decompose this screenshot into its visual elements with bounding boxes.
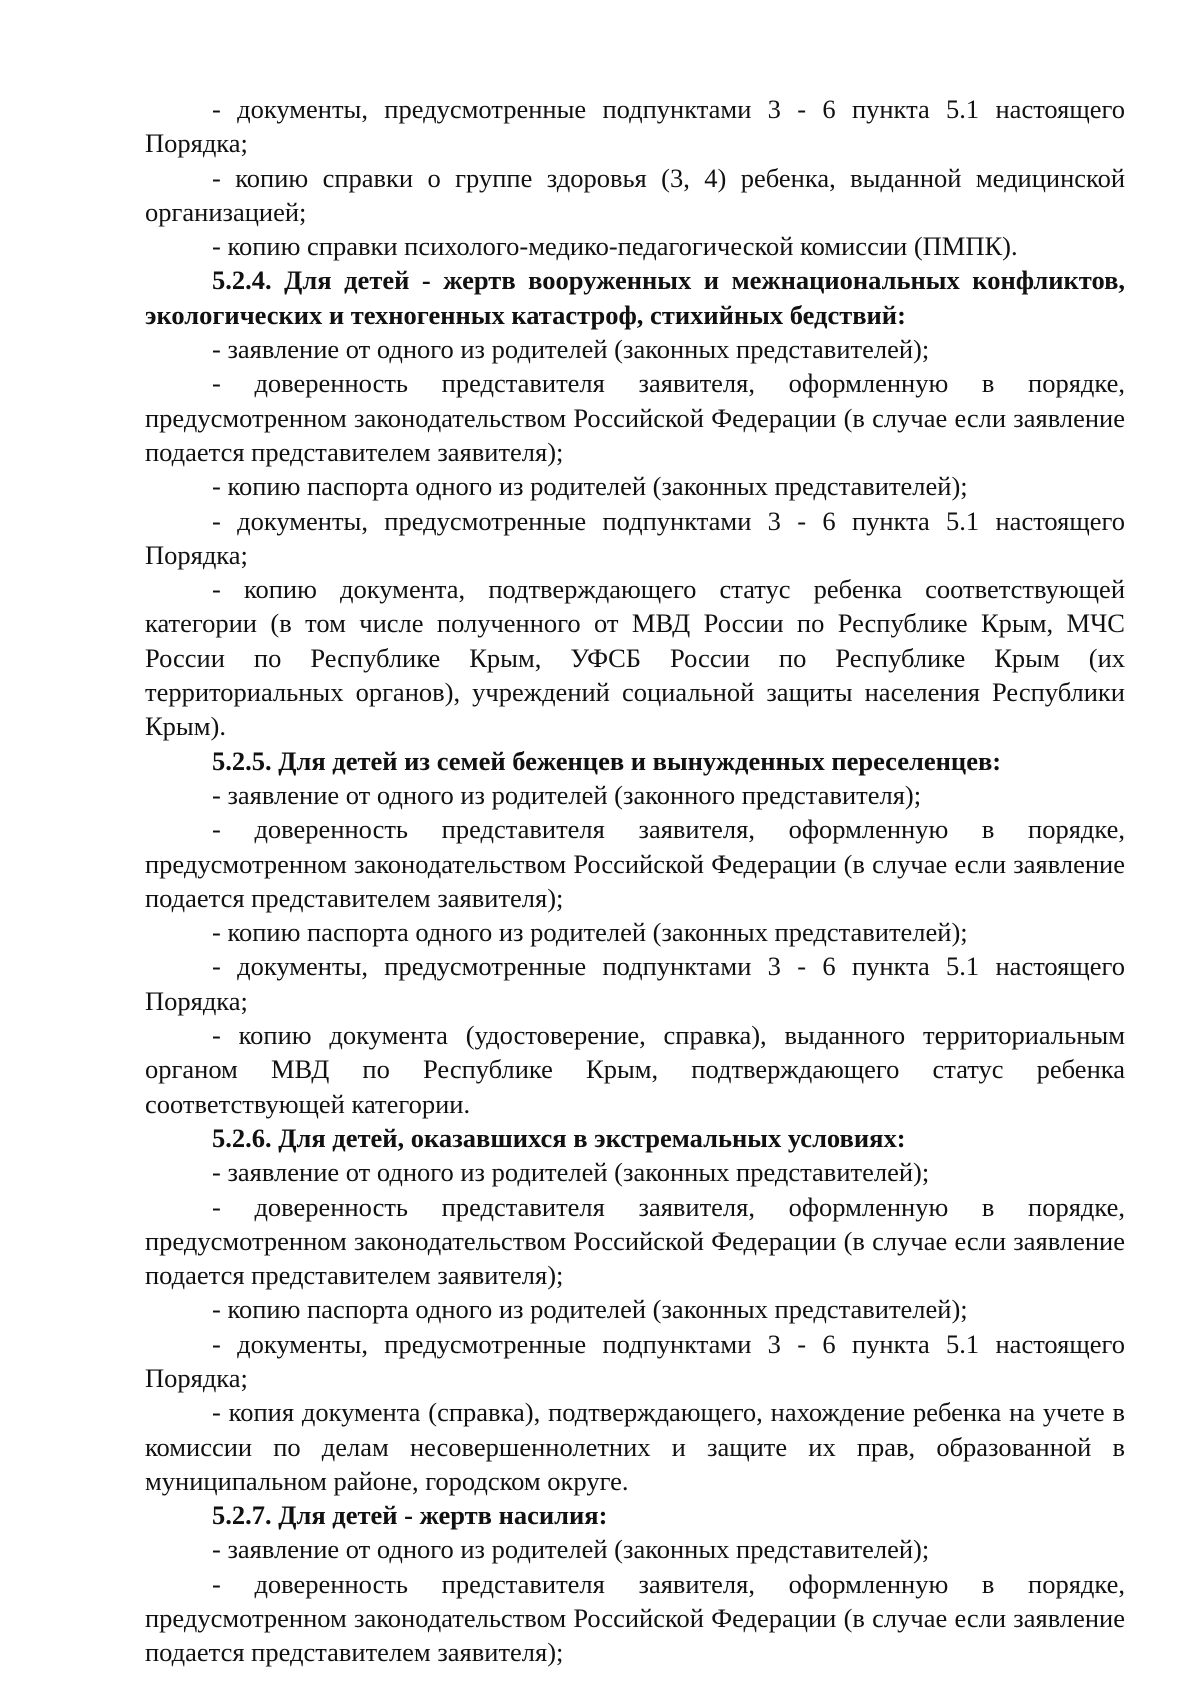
list-item: - копию паспорта одного из родителей (законных представителей); [212,471,968,502]
list-item: - заявление от одного из родителей (законных представителей); [212,334,930,365]
list-item: - заявление от одного из родителей (законного представителя); [212,779,922,810]
list-item: - документы, предусмотренные подпунктами 3 - 6 пункта 5.1 настоящего Порядка; [145,1328,1125,1393]
list-item: - копия документа (справка), подтверждающего, нахождение ребенка на учете в комиссии по делам несовершеннолетних и защите их прав, образованной в муниципальном районе, городском округе. [145,1397,1125,1496]
list-item: - заявление от одного из родителей (законных представителей); [212,1534,930,1565]
list-item: - доверенность представителя заявителя, оформленную в порядке, предусмотренном законодательством Российской Федерации (в случае если заявление подается представителем заявителя); [145,1191,1125,1291]
list-item: - доверенность представителя заявителя, оформленную в порядке, предусмотренном законодательством Российской Федерации (в случае если заявление подается представителем заявителя); [145,368,1125,467]
list-item: - копию паспорта одного из родителей (законных представителей); [212,917,968,948]
section-heading-5-2-5: 5.2.5. Для детей из семей беженцев и вынужденных переселенцев: [212,745,1002,776]
list-item: - копию документа, подтверждающего статус ребенка соответствующей категории (в том числе полученного от МВД России по Республике Крым, МЧС России по Республике Крым, УФСБ России по Республике Крым (их территориальных органов), учреждений социальной защиты населения Республики Крым). [145,574,1125,742]
list-item: - документы, предусмотренные подпунктами 3 - 6 пункта 5.1 настоящего Порядка; [145,94,1125,159]
list-item: - копию документа (удостоверение, справка), выданного территориальным органом МВД по Республике Крым, подтверждающего статус ребенка соответствующей категории. [145,1020,1125,1119]
list-item: - доверенность представителя заявителя, оформленную в порядке, предусмотренном законодательством Российской Федерации (в случае если заявление подается представителем заявителя); [145,1568,1125,1668]
list-item: - копию справки о группе здоровья (3, 4) ребенка, выданной медицинской организацией; [145,162,1125,227]
list-item: - копию справки психолого-медико-педагогической комиссии (ПМПК). [212,231,1018,262]
list-item: - заявление от одного из родителей (законных представителей); [212,1157,930,1188]
section-heading-5-2-7: 5.2.7. Для детей - жертв насилия: [212,1500,608,1531]
list-item: - документы, предусмотренные подпунктами 3 - 6 пункта 5.1 настоящего Порядка; [145,505,1125,570]
list-item: - копию паспорта одного из родителей (законных представителей); [212,1294,968,1325]
document-page [145,92,1125,1670]
section-heading-5-2-4: 5.2.4. Для детей - жертв вооруженных и межнациональных конфликтов, экологических и техногенных катастроф, стихийных бедствий: [145,265,1125,330]
section-heading-5-2-6: 5.2.6. Для детей, оказавшихся в экстремальных условиях: [212,1122,906,1153]
list-item: - доверенность представителя заявителя, оформленную в порядке, предусмотренном законодательством Российской Федерации (в случае если заявление подается представителем заявителя); [145,814,1125,913]
list-item: - документы, предусмотренные подпунктами 3 - 6 пункта 5.1 настоящего Порядка; [145,951,1125,1016]
